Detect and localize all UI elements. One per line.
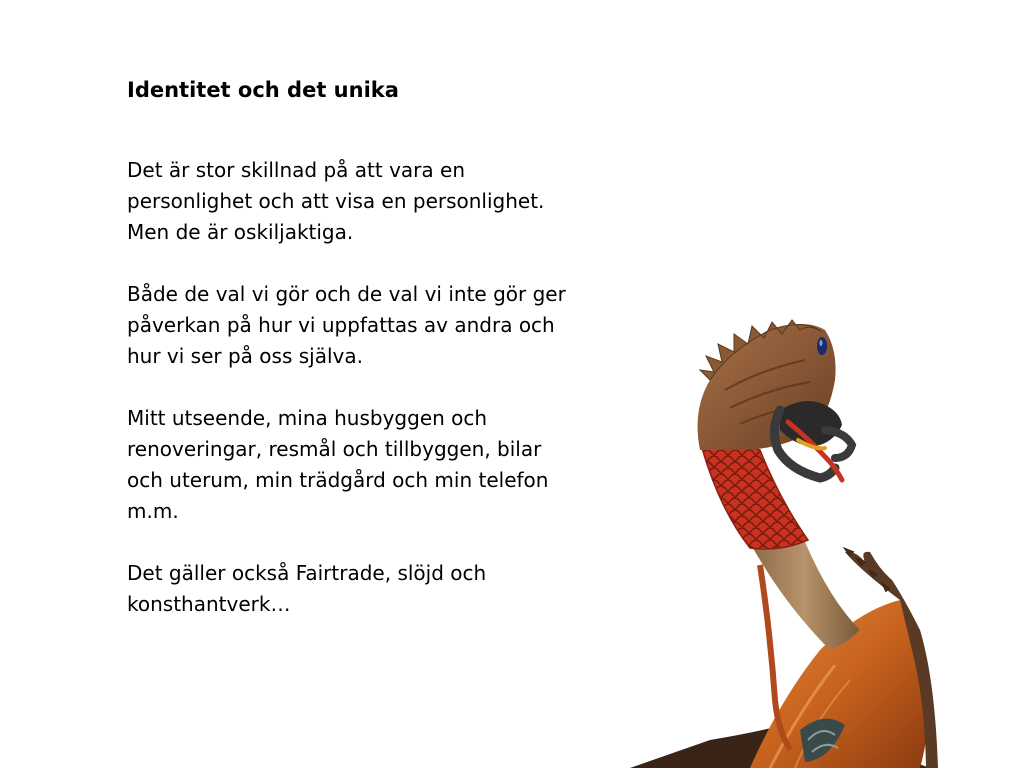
text-line: Det är stor skillnad på att vara en — [127, 158, 465, 182]
paragraph-gap — [127, 372, 607, 403]
paragraph — [127, 279, 607, 372]
text-line: renoveringar, resmål och tillbyggen, bilar — [127, 437, 542, 461]
text-line: och uterum, min trädgård och min telefon — [127, 468, 549, 492]
text-line: påverkan på hur vi uppfattas av andra och — [127, 313, 555, 337]
text-line: Men de är oskiljaktiga. — [127, 220, 354, 244]
paragraph — [127, 403, 607, 527]
text-line: personlighet och att visa en personlighet. — [127, 189, 545, 213]
paragraph-gap — [127, 527, 607, 558]
text-line: Både de val vi gör och de val vi inte gör ger — [127, 282, 566, 306]
text-line: hur vi ser på oss själva. — [127, 344, 363, 368]
paragraph-gap — [127, 248, 607, 279]
viking-dragon-figurehead-icon — [630, 300, 1024, 768]
paragraph — [127, 558, 607, 620]
text-line: konsthantverk… — [127, 592, 291, 616]
text-line: Det gäller också Fairtrade, slöjd och — [127, 561, 487, 585]
text-line: m.m. — [127, 499, 179, 523]
slide-body — [127, 155, 607, 620]
paragraph — [127, 155, 607, 248]
slide-title: Identitet och det unika — [127, 78, 399, 102]
text-line: Mitt utseende, mina husbyggen och — [127, 406, 488, 430]
